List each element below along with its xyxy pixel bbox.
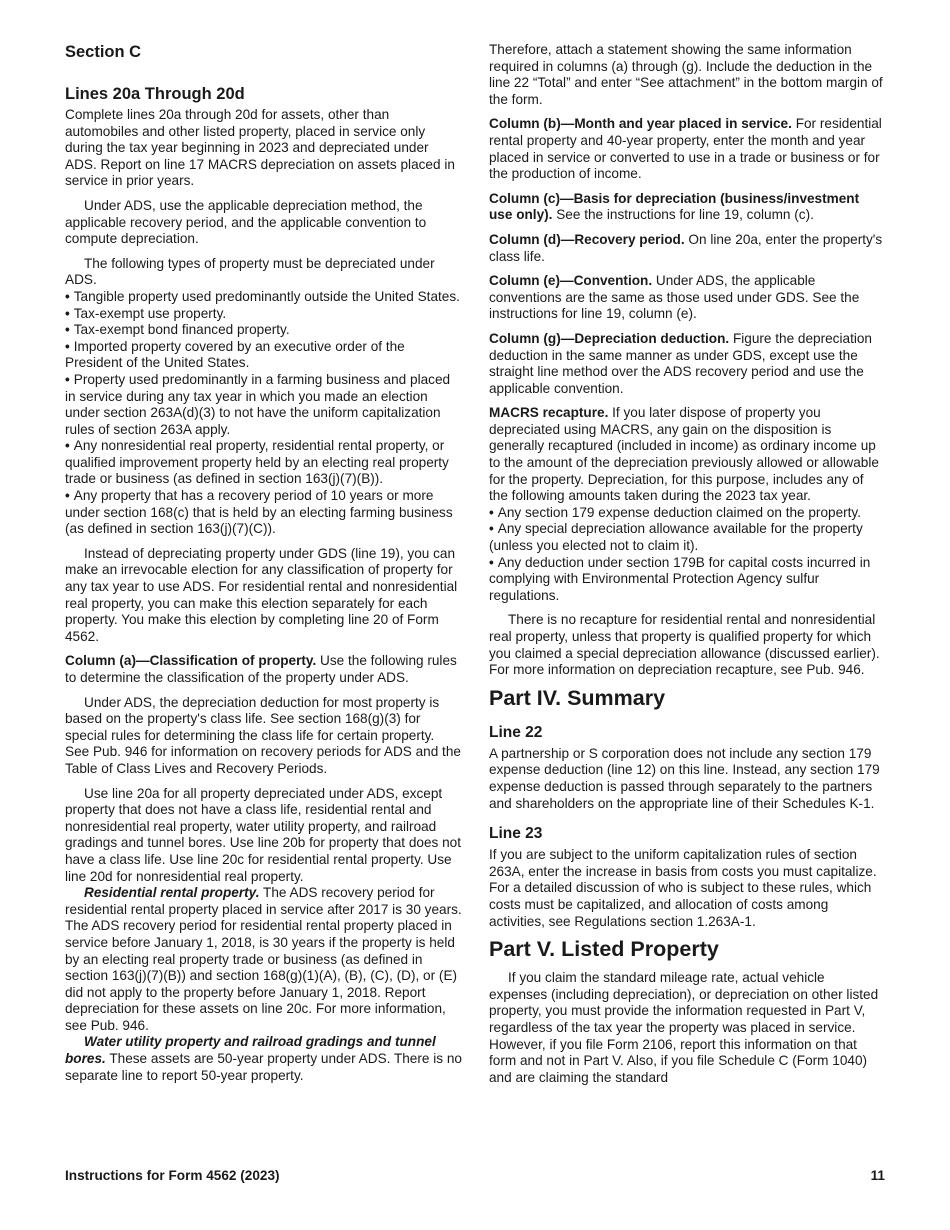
bullet-icon: • [65,488,70,504]
paragraph: If you are subject to the uniform capitalization rules of section 263A, enter the increase in basis from costs you must capitalize. For a detailed discussion of who is subject to these rules, which costs must be capitalized, and allocation of costs among activities, see Regulations section 1.263A-1. [489,847,877,929]
list-item: • Imported property covered by an executive order of the President of the United States. [65,338,405,371]
paragraph: There is no recapture for residential rental and nonresidential real property, unless that property is qualified property for which you claimed a special depreciation allowance (discussed earlier). For more information on depreciation recapture, see Pub. 946. [489,612,880,678]
part-v-heading: Part V. Listed Property [489,937,719,962]
paragraph: If you claim the standard mileage rate, actual vehicle expenses (including depreciation), or depreciation on other listed property, you must provide the information requested in Part V, regardless of the tax year the property was placed in service. However, if you file Form 2106, report this information on that form and not in Part V. Also, if you file Schedule C (Form 1040) and are claiming the standard [489,970,879,1085]
right-column [489,42,886,1094]
list-item: • Any section 179 expense deduction claimed on the property. [489,504,861,520]
bullet-icon: • [65,322,70,338]
list-item: • Property used predominantly in a farming business and placed in service during any tax year in which you made an election under section 263A(d)(3) to not have the uniform capitalization rules of section 263A apply. [65,371,451,437]
run-in-heading: Column (d)—Recovery period. [489,231,685,247]
left-column [65,42,462,1092]
bullet-icon: • [65,438,70,454]
macrs-recapture-paragraph: MACRS recapture. If you later dispose of property you depreciated using MACRS, any gain on the disposition is generally recaptured (included in income) as ordinary income up to the amount of the depreciation previously allowed or allowable for the property. Depreciation, for this purpose, includes any of the following amounts taken during the 2023 tax year. [489,405,879,504]
column-c-paragraph: Column (c)—Basis for depreciation (business/investment use only). See the instructions for line 19, column (c). [489,190,860,223]
paragraph: Therefore, attach a statement showing the same information required in columns (a) through (g). Include the deduction in the line 22 “Total” and enter “See attachment” in the bottom margin of the form. [489,42,883,107]
paragraph: Complete lines 20a through 20d for assets, other than automobiles and other listed property, placed in service only during the tax year beginning in 2023 and depreciated under ADS. Report on line 17 MACRS depreciation on assets placed in service in prior years. [65,107,455,189]
paragraph: Use line 20a for all property depreciated under ADS, except property that does not have a class life, residential rental and nonresidential real property, water utility property, and railroad gradings and tunnel bores. Use line 20b for property that does not have a class life. Use line 20c for residential rental property. Use line 20d for nonresidential real property. [65,785,461,884]
run-in-heading: Column (e)—Convention. [489,273,653,289]
ads-property-list [65,289,462,538]
run-in-heading: MACRS recapture. [489,405,609,421]
run-in-heading: Column (b)—Month and year placed in service. [489,116,792,132]
run-in-heading: Residential rental property. [84,885,260,901]
bullet-icon: • [489,521,494,537]
list-item: • Tax-exempt use property. [65,305,227,321]
line-23-heading: Line 23 [489,825,543,843]
paragraph: A partnership or S corporation does not include any section 179 expense deduction (line 12) on this line. Instead, any section 179 expense deduction is passed through separately to the partners and shareholders on the appropriate line of their Schedules K-1. [489,745,880,811]
list-item: • Any property that has a recovery period of 10 years or more under section 168(c) that is held by an electing farming business (as defined in section 163(j)(7)(C)). [65,488,453,537]
bullet-icon: • [65,288,70,304]
run-in-heading: Water utility property and railroad gradings and tunnel bores. [65,1034,436,1067]
page-number: 11 [870,1168,885,1183]
list-item: • Any special depreciation allowance available for the property (unless you elected not to claim it). [489,521,863,554]
bullet-icon: • [65,305,70,321]
list-item: • Any deduction under section 179B for capital costs incurred in complying with Environmental Protection Agency sulfur regulations. [489,554,871,603]
column-a-paragraph: Column (a)—Classification of property. Use the following rules to determine the classification of the property under ADS. [65,653,457,685]
list-item: • Any nonresidential real property, residential rental property, or qualified improvement property held by an electing real property trade or business (as defined in section 163(j)(7)(B)). [65,438,449,487]
line-22-heading: Line 22 [489,723,543,741]
paragraph: Under ADS, the depreciation deduction for most property is based on the property's class life. See section 168(g)(3) for special rules for determining the class life for certain property. See Pub. 946 for information on recovery periods for ADS and the Table of Class Lives and Recovery Periods. [65,694,461,776]
recapture-list [489,505,886,605]
list-item: • Tangible property used predominantly outside the United States. [65,288,460,304]
lines-heading: Lines 20a Through 20d [65,85,245,103]
run-in-heading: Column (c)—Basis for depreciation (business/investment use only). [489,190,860,223]
column-d-paragraph: Column (d)—Recovery period. On line 20a, enter the property's class life. [489,231,883,264]
run-in-heading: Column (g)—Depreciation deduction. [489,330,730,346]
column-g-paragraph: Column (g)—Depreciation deduction. Figure the depreciation deduction in the same manner as under GDS, except use the straight line method over the ADS recovery period and use the applicable convention. [489,330,872,396]
column-b-paragraph: Column (b)—Month and year placed in service. For residential rental property and 40-year property, enter the month and year placed in service or converted to use in a trade or business or for the production of income. [489,116,882,182]
paragraph: Instead of depreciating property under GDS (line 19), you can make an irrevocable election for any classification of property for any tax year to use ADS. For residential rental and nonresidential real property, you can make this election separately for each property. You make this election by completing line 20 of Form 4562. [65,545,458,644]
list-item: • Tax-exempt bond financed property. [65,322,290,338]
water-utility-paragraph: Water utility property and railroad gradings and tunnel bores. These assets are 50-year property under ADS. There is no separate line to report 50-year property. [65,1034,462,1083]
paragraph: The following types of property must be depreciated under ADS. [65,255,435,288]
residential-rental-paragraph: Residential rental property. The ADS recovery period for residential rental property placed in service after 2017 is 30 years. The ADS recovery period for residential rental property placed in service before January 1, 2018, is 30 years if the property is held by an electing real property trade or business (as defined in section 163(j)(7)(B)) and section 168(g)(1)(A), (B), (C), (D), or (E) did not apply to the property before January 1, 2018. Report depreciation for these assets on line 20c. For more information, see Pub. 946. [65,885,462,1033]
section-title: Section C [65,43,142,61]
bullet-icon: • [489,554,494,570]
part-iv-heading: Part IV. Summary [489,685,666,710]
bullet-icon: • [65,338,70,354]
paragraph: Under ADS, use the applicable depreciation method, the applicable recovery period, and the applicable convention to compute depreciation. [65,197,427,247]
bullet-icon: • [489,504,494,520]
column-e-paragraph: Column (e)—Convention. Under ADS, the applicable conventions are the same as those used under GDS. See the instructions for line 19, column (e). [489,273,860,322]
bullet-icon: • [65,371,70,387]
footer-doc-title: Instructions for Form 4562 (2023) [65,1168,280,1183]
run-in-heading: Column (a)—Classification of property. [65,653,317,669]
